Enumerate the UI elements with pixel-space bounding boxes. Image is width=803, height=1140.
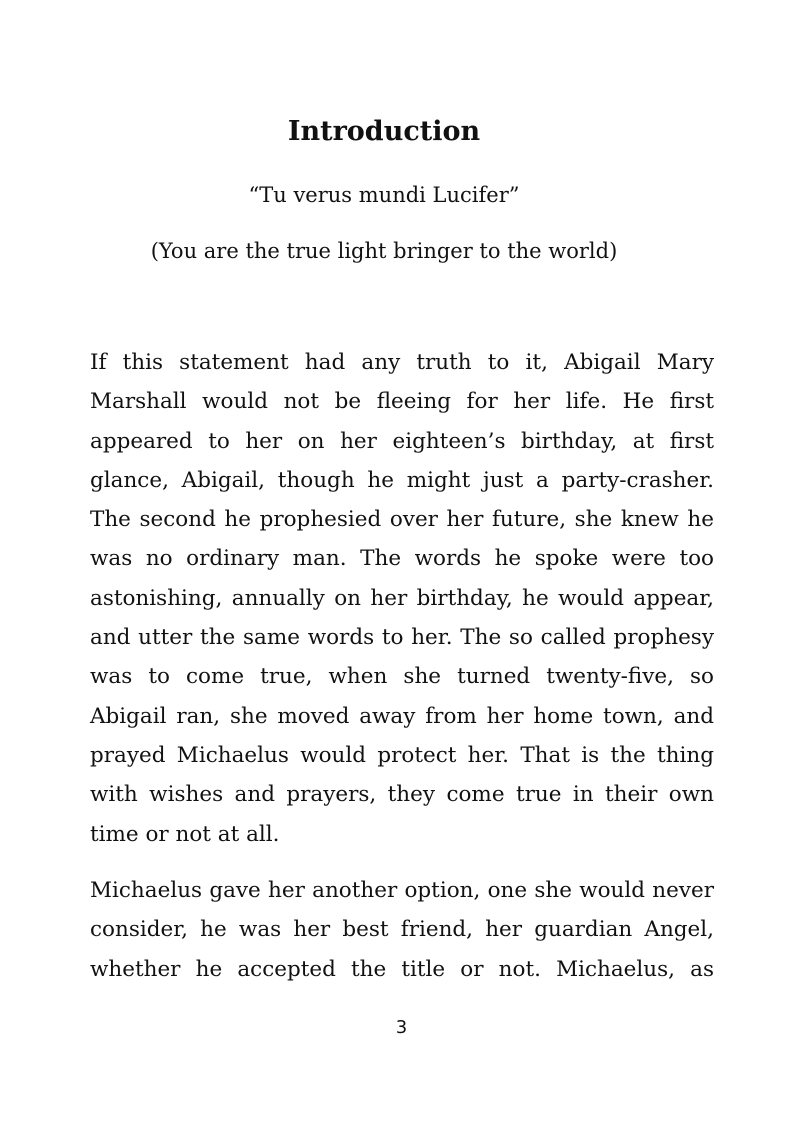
epigraph-translation: (You are the true light bringer to the world): [150, 239, 618, 263]
body-paragraph: If this statement had any truth to it, Abigail Mary Marshall would not be fleeing for her life. He first appeared to her on her eighteen’s birthday, at first glance, Abigail, though he might just a party-crasher. The second he prophesied over her future, she knew he was no ordinary man. The words he spoke were too astonishing, annually on her birthday, he would appear, and utter the same words to her. The so called prophesy was to come true, when she turned twenty-five, so Abigail ran, she moved away from her home town, and prayed Michaelus would protect her. That is the thing with wishes and prayers, they come true in their own time or not at all.: [90, 350, 714, 847]
page-number: 3: [395, 1017, 408, 1038]
epigraph-latin: “Tu verus mundi Lucifer”: [248, 183, 520, 207]
body-paragraph: Michaelus gave her another option, one she would never consider, he was her best friend, her guardian Angel, whether he accepted the title or not. Michaelus, as: [90, 878, 714, 982]
chapter-heading: Introduction: [287, 116, 481, 147]
